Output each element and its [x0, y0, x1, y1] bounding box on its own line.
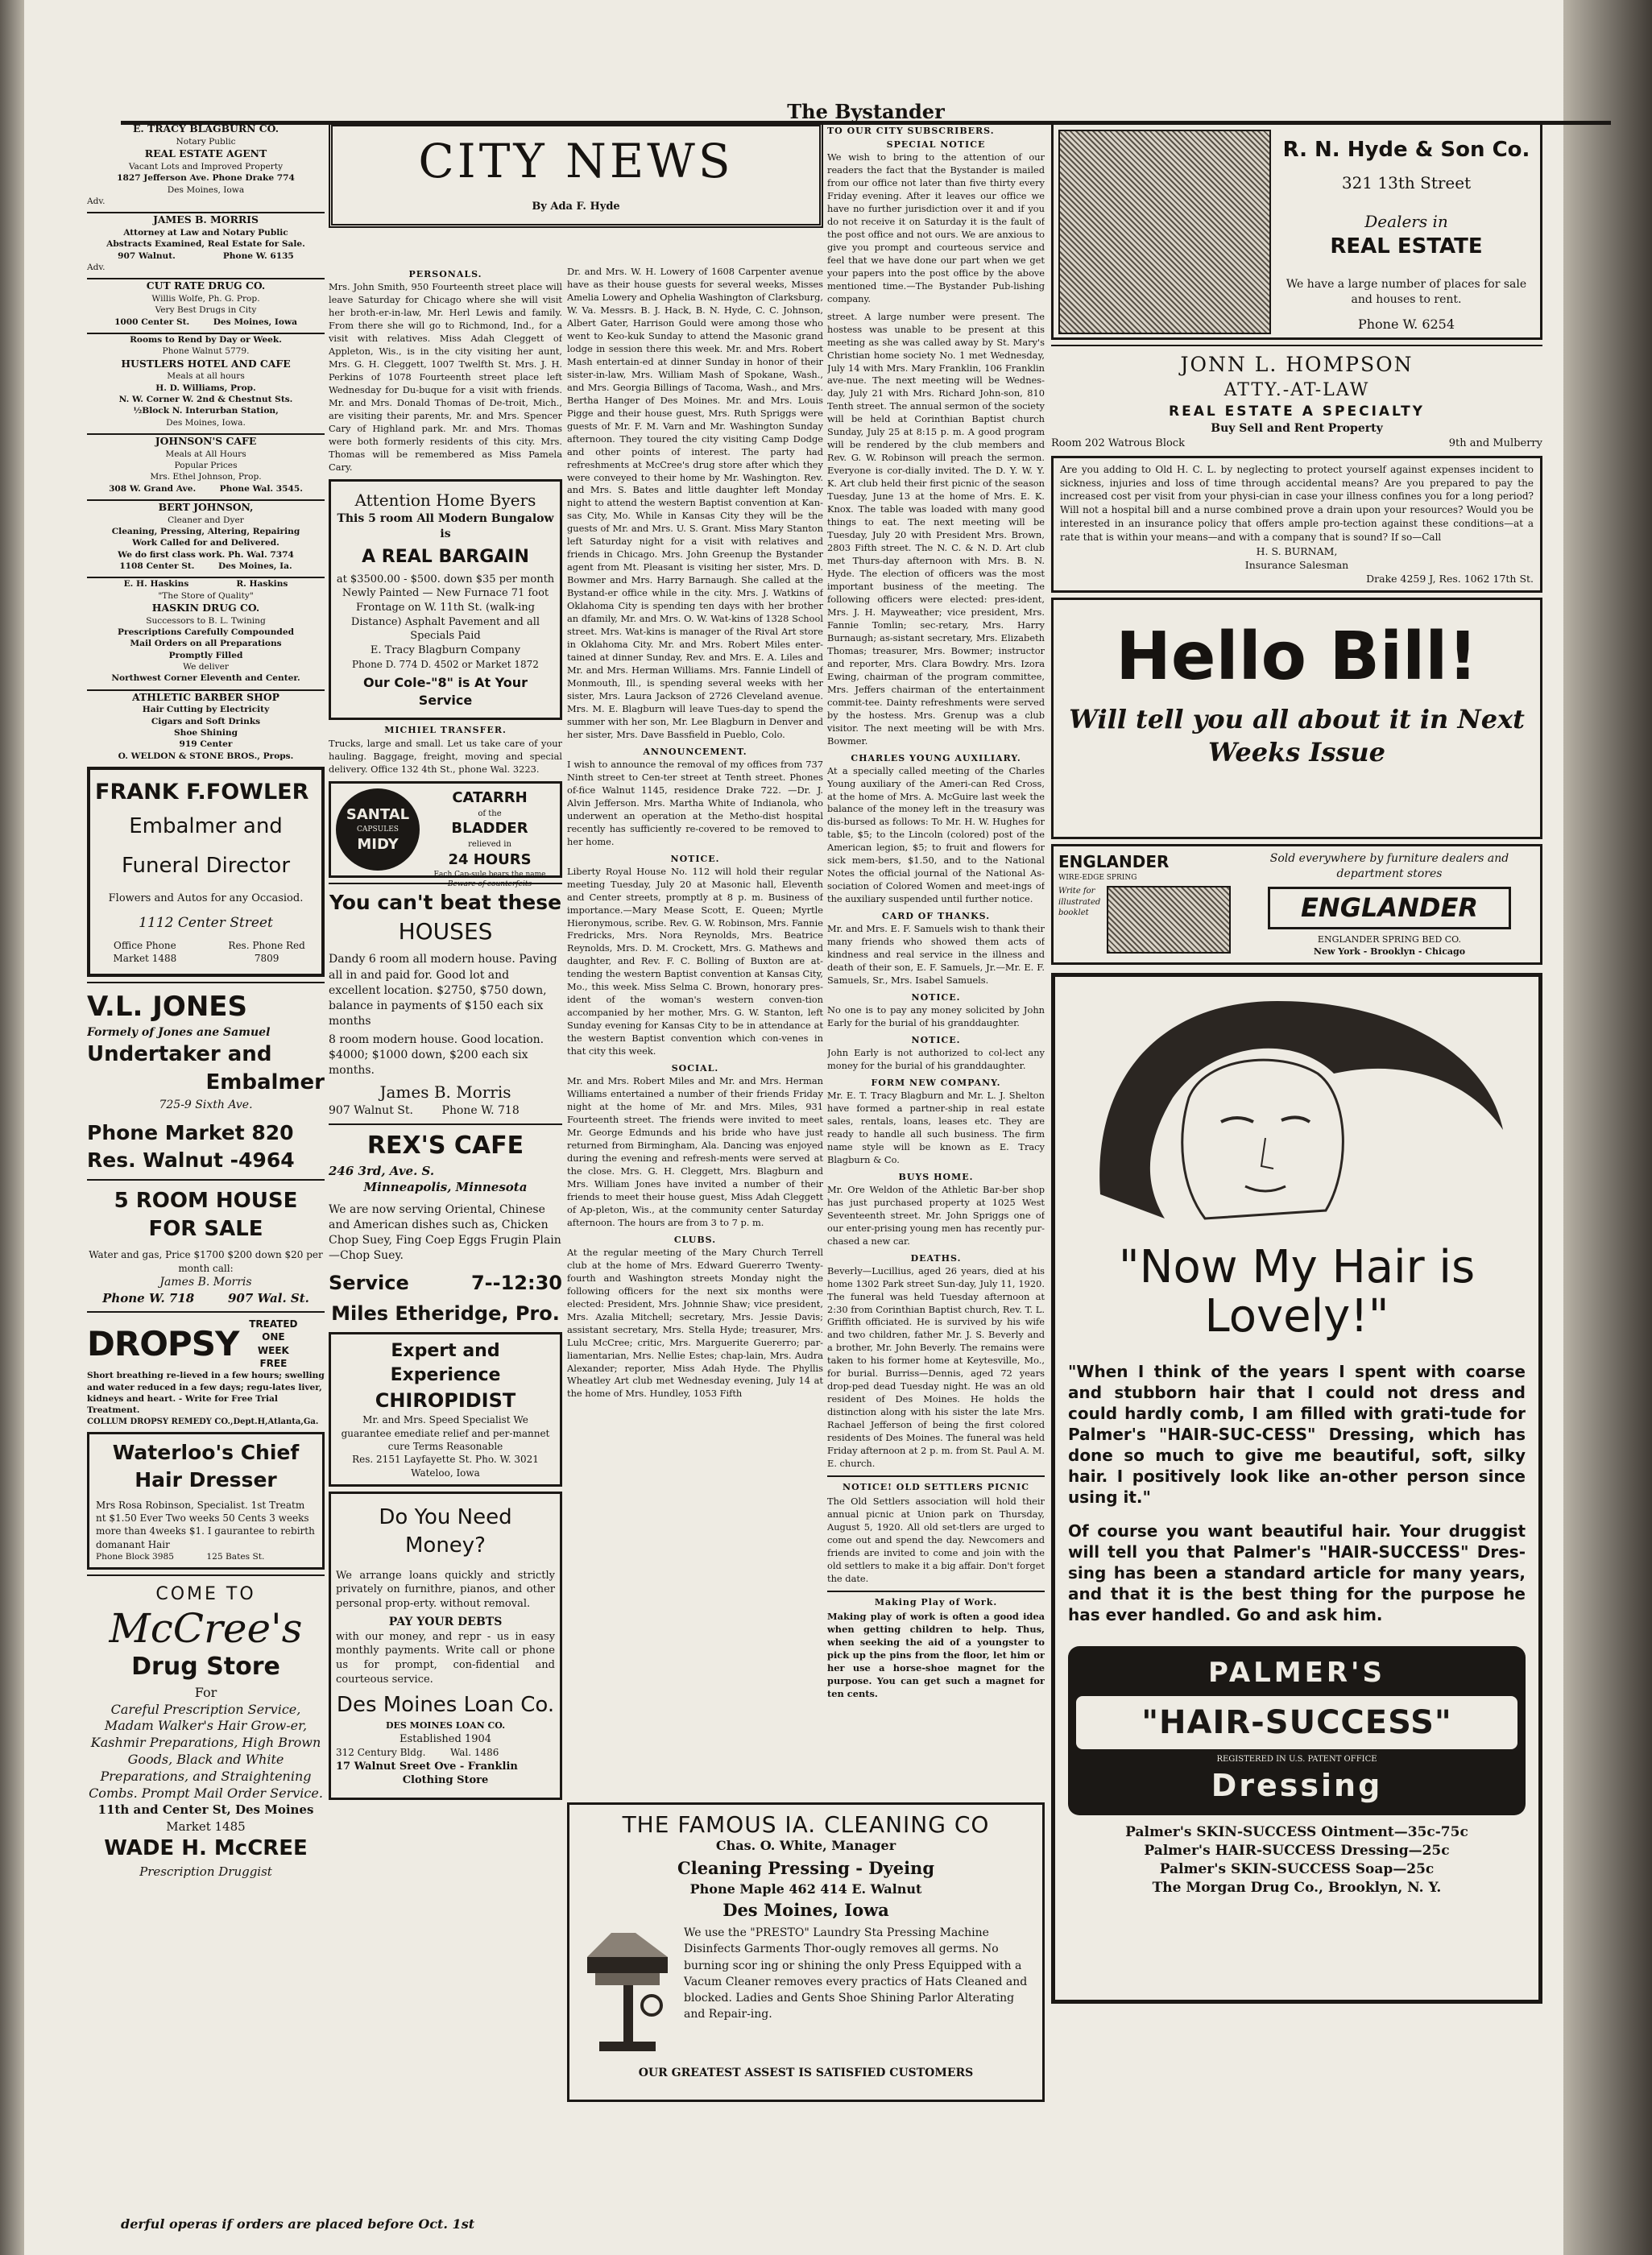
ad-title: Attention Home Byers	[354, 490, 536, 510]
ad-line: Mail Orders on all Preparations	[130, 639, 282, 649]
ad-line: Each Cap-sule bears the name	[433, 870, 546, 879]
ad-line: A REAL BARGAIN	[362, 546, 529, 567]
ad-line: Dressing	[1211, 1767, 1383, 1803]
hyde-text	[1271, 130, 1535, 333]
ad-title: DROPSY	[87, 1324, 239, 1364]
section-heading: ANNOUNCEMENT.	[643, 746, 747, 757]
ad-text: 8 room modern house. Good location. $4000; $1000 down, $200 each six months.	[329, 1032, 544, 1077]
ad-address: 17 Walnut Sreet Ove - Franklin	[336, 1760, 518, 1773]
ad-line: We deliver	[183, 661, 229, 672]
cut-rate-drug-ad	[87, 278, 325, 328]
ad-line: Mrs. Ethel Johnson, Prop.	[150, 472, 262, 482]
news-text: Making play of work is often a good idea when getting children to help. Thus, when seeking the aid of a youngster to pick up the pins from the floor, let him or her use a horse-shoe magnet for the purpose. You can get such a magnet for ten cents.	[827, 1610, 1045, 1699]
ad-text: Of course you want beautiful hair. Your druggist will tell you that Palmer's "HAIR-SUCCESS" Dres-sing has been a standard article for many years, and that it is the best thing for the purpose he has ever handled. Go and ask him.	[1068, 1521, 1526, 1624]
section-heading: Making Play of Work.	[874, 1596, 998, 1607]
news-text: No one is to pay any money solicited by John Early for the burial of his granddaughter.	[827, 1004, 1045, 1029]
ad-text: Mrs Rosa Robinson, Specialist. 1st Treatm nt $1.50 Ever Two weeks 50 Cents 3 weeks more than 4weeks $1. I gaurantee to rebirth domanant Hair	[96, 1500, 315, 1550]
ad-line: Meals at all hours	[167, 371, 245, 382]
ad-line: For	[194, 1684, 217, 1700]
ad-title: 5 ROOM HOUSE FOR SALE	[114, 1188, 298, 1241]
englander-logo: ENGLANDER	[1268, 887, 1511, 930]
news-text: At the regular meeting of the Mary Church Terrell club at the home of Mrs. Edward Guererro Twenty-fourth and Washington streets Monday night the following officers for the next six months were elected: President, Mrs. Johnnie Shaw; vice president, Mrs. Azalia Mitchell; secretary, Mrs. Jessie Davis; assistant secretary, Mrs. Stella Hyde; treasurer, Mrs. Lulu McCree; critic, Mrs. Marguerite Guererro; par-liamentarian, Mrs. Nellie Estes; chap-lain, Mrs. Audra Alexander; reporter, Miss Adah Hyde. The Phyllis Wheatley Art club met Wednesday evening, July 14 at the home of Mrs. Hundley, 1053 Fifth	[567, 1246, 823, 1400]
ad-line: 919 Center	[179, 739, 233, 750]
city-news-header	[329, 122, 823, 233]
ad-line: WIRE-EDGE SPRING	[1058, 873, 1137, 882]
news-text: I wish to announce the removal of my offices from 737 Ninth street to Cen-ter street at Tenth street. Phones of-fice Walnut 1145, residence Drake 722. —Dr. J. Alvin Jefferson. Mrs. Martha White of Indianola, who underwent an operation at the Metho-dist hospital recently has sufficiently re-covered to be removed to her home.	[567, 758, 823, 847]
ad-line: Meals at All Hours	[165, 449, 246, 459]
news-text: At a specially called meeting of the Charles Young auxiliary of the Ameri-can Red Cross, at the home of Mrs. A. McGuire last week the balance of the money left in the treasury was dis-bursed as follows: To Mr. H. W. Hughes for table, $5; to the Lincoln (colored) post of the American legion, $5; to fruit and flowers for sick mem-bers, $1.50, and to the National Notes the official journal of the National As-sociation of Colored Women and meet-ings of the auxiliary suspended until further notice.	[827, 764, 1045, 905]
ad-title: You can't beat these	[329, 891, 562, 915]
ad-line: REAL ESTATE A SPECIALTY	[1169, 403, 1425, 420]
ad-city: Minneapolis, Minnesota	[363, 1180, 528, 1195]
section-heading: CARD OF THANKS.	[881, 911, 991, 922]
ad-title: MICHIEL TRANSFER.	[384, 724, 507, 735]
woman-portrait	[1068, 985, 1526, 1227]
ad-product: "HAIR-SUCCESS"	[1076, 1696, 1517, 1749]
johnsons-cafe-ad	[87, 433, 325, 494]
ad-line: "The Store of Quality"	[158, 590, 254, 601]
ad-line: Beware of counterfeits	[447, 880, 532, 889]
englander-right	[1244, 851, 1535, 958]
ad-line: Northwest Corner Eleventh and Center.	[111, 673, 300, 684]
ad-phone: Res. Walnut -4964	[87, 1148, 295, 1172]
section-heading: NOTICE.	[670, 853, 720, 864]
news-text: The Old Settlers association will hold their annual picnic at Union park on Thursday, August 5, 1920. All old set-tlers are urged to come out and spend the day. Newcomers and friends are invited to come and join with the old settlers to make it a big affair. Don't forget the date.	[827, 1496, 1045, 1584]
ad-line: Formely of Jones ane Samuel	[87, 1025, 271, 1039]
ad-line: N. W. Corner W. 2nd & Chestnut Sts.	[118, 395, 293, 405]
ad-line: Hair Cutting by Electricity	[142, 705, 270, 715]
ad-title: R. N. Hyde & Son Co.	[1282, 138, 1530, 162]
ad-text: Short breathing re-lieved in a few hours; swelling and water reduced in a few days; regu-lates liver, kidneys and heart. - Write for Free Trial Treatment.	[87, 1371, 325, 1416]
ad-line: Established 1904	[399, 1732, 492, 1745]
palmer-hair-ad	[1051, 973, 1542, 2004]
ad-line: 1000 Center St. Des Moines, Iowa	[114, 317, 297, 327]
ad-price-line: Palmer's HAIR-SUCCESS Dressing—25c	[1144, 1842, 1450, 1859]
ad-line: of the	[478, 809, 502, 818]
ad-line: REAL ESTATE AGENT	[144, 147, 267, 160]
ad-line: Cigars and Soft Drinks	[151, 716, 261, 726]
waterloo-hair-ad	[87, 1432, 325, 1570]
picnic-notice	[827, 1475, 1045, 1586]
ad-address: 907 Walnut St. Phone W. 718	[329, 1103, 520, 1117]
house-for-sale-ad	[87, 1179, 325, 1307]
scan-edge-right	[1563, 0, 1652, 2255]
ad-line: We do first class work. Ph. Wal. 7374	[118, 549, 294, 560]
ad-text: We arrange loans quickly and strictly privately on furnithre, pianos, and other personal prop-erty. without removal.	[336, 1569, 555, 1610]
thompson-ad	[1051, 345, 1542, 451]
ad-text: Sold everywhere by furniture dealers and department stores	[1269, 851, 1509, 880]
ad-line: Flowers and Autos for any Occasiod.	[108, 892, 304, 905]
ad-line: Phone Walnut 5779.	[162, 346, 250, 357]
jones-ad	[87, 982, 325, 1174]
ad-brand: SANTAL	[346, 805, 410, 823]
pressing-machine-icon	[579, 1925, 676, 2062]
cleaning-co-ad	[567, 1802, 1045, 2102]
morris-ad	[87, 212, 325, 273]
ad-title: Hello Bill!	[1116, 618, 1478, 695]
ad-text: Water and gas, Price $1700 $200 down $20 per month call:	[89, 1249, 323, 1274]
ad-line: Prescriptions Carefully Compounded	[118, 627, 294, 638]
ad-text: Mr. and Mrs. Speed Specialist We guarantee emediate relief and per-mannet cure Terms Reasonable	[341, 1414, 550, 1452]
ad-text: Trucks, large and small. Let us take care of your hauling. Baggage, freight, moving and special delivery. Office 132 4th St., phone Wal. 3223.	[329, 738, 562, 776]
ad-line: 308 W. Grand Ave. Phone Wal. 3545.	[109, 483, 303, 494]
ad-line: DES MOINES LOAN CO.	[385, 1719, 506, 1731]
ad-line: E. H. Haskins R. Haskins	[123, 579, 288, 590]
ad-title: McCree's	[109, 1605, 303, 1653]
ad-line: Cleaner and Dyer	[168, 515, 244, 525]
ad-line: Adv.	[87, 262, 106, 272]
ad-address: 246 3rd, Ave. S.	[329, 1163, 435, 1178]
ad-line: Shoe Shining	[173, 728, 238, 739]
ad-address: 321 13th Street	[1341, 173, 1472, 193]
ad-quote: "When I think of the years I spent with coarse and stubborn hair that I could not dress and could hardly comb, I am filled with grati-tude for Palmer's "HAIR-SUC-CESS" Dressing, which has done so much to give me beautiful, soft, silky hair. I positively look like an-other person since using it."	[1068, 1361, 1526, 1507]
column-2	[329, 266, 562, 2199]
rexs-cafe-ad	[329, 1123, 562, 1327]
ad-text: We have a large number of places for sale and houses to rent.	[1286, 278, 1527, 307]
ad-line: BERT JOHNSON,	[158, 500, 254, 513]
ad-city: Wateloo, Iowa	[411, 1467, 480, 1479]
ad-line: JOHNSON'S CAFE	[155, 434, 257, 447]
ad-line: H. D. Williams, Prop.	[155, 383, 256, 393]
ad-line: Chas. O. White, Manager	[715, 1838, 896, 1853]
chiropodist-ad	[329, 1332, 562, 1487]
ad-address: 725-9 Sixth Ave.	[159, 1098, 253, 1111]
bed-spring-icon	[1107, 886, 1231, 954]
section-heading: NOTICE! OLD SETTLERS PICNIC	[843, 1482, 1029, 1493]
dropsy-ad	[87, 1311, 325, 1427]
photo-illustration	[1058, 130, 1271, 334]
ad-phone: Drake 4259 J, Res. 1062 17th St.	[1366, 572, 1534, 585]
ad-line: REAL ESTATE	[1330, 234, 1483, 259]
mccree-drug-ad	[87, 1574, 325, 1880]
ad-text: We are now serving Oriental, Chinese and American dishes such as, Chicken Chop Suey, Fing Coep Eggs Frugin Plain—Chop Suey.	[329, 1202, 561, 1262]
ad-text: Are you adding to Old H. C. L. by neglecting to protect yourself against expenses incident to sickness, injuries and loss of time through accidental means? Are you prepared to pay the increased cost per visit from your physi-cian in case your illness confines you for a long period? Will not a hospital bill and a nurse combined prove a drain upon your resources? Would you be interested in an insurance policy that offers ample pro-tection against these conditions—at a rate that is within your means—and with a company that is sound? If so—Call	[1060, 463, 1534, 543]
englander-illustration	[1058, 886, 1244, 954]
ad-phone: Phone Block 3985 125 Bates St.	[96, 1551, 265, 1562]
ad-line: 907 Walnut. Phone W. 6135	[118, 250, 294, 261]
ad-name: H. S. BURNAM,	[1256, 544, 1338, 557]
ad-line: CAPSULES	[357, 825, 399, 834]
ad-company: ENGLANDER SPRING BED CO.	[1317, 934, 1462, 945]
palmer-logo	[1068, 1646, 1526, 1815]
thompson-address-row	[1051, 437, 1542, 451]
byline: By Ada F. Hyde	[532, 201, 620, 213]
ad-line: Adv.	[87, 196, 106, 206]
section-heading: SOCIAL.	[671, 1063, 719, 1074]
ad-line: Work Called for and Delivered.	[132, 538, 279, 548]
ad-name: James B. Morris	[379, 1082, 511, 1102]
ad-line: Embalmer	[205, 1070, 325, 1095]
ad-address: 11th and Center St, Des Moines	[97, 1802, 314, 1818]
bottom-strip: derful operas if orders are placed before Oct. 1st	[121, 2216, 475, 2232]
ad-line: Embalmer and	[129, 813, 283, 838]
section-heading: CLUBS.	[673, 1234, 717, 1245]
ad-line: Drug Store	[131, 1653, 280, 1682]
ad-line: Funeral Director	[121, 853, 291, 878]
ad-phone: Phone Market 820	[87, 1120, 294, 1144]
ad-title: Do You Need Money?	[379, 1504, 512, 1558]
hello-bill-ad	[1051, 598, 1542, 839]
ad-line: Insurance Salesman	[1244, 558, 1349, 571]
ad-line: COME TO	[155, 1584, 256, 1605]
haskin-drug-ad	[87, 577, 325, 684]
ad-line: ATHLETIC BARBER SHOP	[132, 690, 279, 703]
ad-badge: TREATED ONE WEEK FREE	[249, 1318, 298, 1370]
service-row	[329, 1270, 562, 1297]
insurance-ad	[1051, 456, 1542, 593]
ad-brand: PALMER'S	[1208, 1656, 1385, 1689]
ad-text: at $3500.00 - $500. down $35 per month Newly Painted — New Furnace 71 foot Frontage on W. 11th St. (walk-ing Distance) Asphalt Pavement and all Specials Paid	[336, 573, 555, 643]
ad-line: HASKIN DRUG CO.	[151, 601, 260, 614]
ad-title: Waterloo's Chief Hair Dresser	[112, 1441, 300, 1492]
ad-line: Rooms to Rend by Day or Week.	[130, 335, 282, 345]
ad-phone: Phone W. 6254	[1357, 317, 1455, 333]
news-text: Mr. and Mrs. Robert Miles and Mr. and Mrs. Herman Williams entertained a number of their friends Friday night at the home of Mr. and Mrs. Miles, 931 Fourteenth street. The friends were invited to meet Mr. George Edmunds and his bride who have just returned from Birmingham, Ala. Dancing was enjoyed during the evening and refresh-ments were served at the close. Mrs. G. H. Cleggett, Mrs. Blagburn and Mrs. William Jones have invited a number of their friends to meet their house guest, Miss Adah Cleggett of Ap-pleton, Wis., at the community center Saturday afternoon. The hours are from 3 to 7 p. m.	[567, 1075, 823, 1228]
ad-line: Prescription Druggist	[139, 1864, 272, 1879]
hustlers-hotel-ad	[87, 333, 325, 428]
hyde-real-estate-ad	[1051, 122, 1542, 340]
personals-text: Mrs. John Smith, 950 Fourteenth street place will leave Saturday for Chicago where she will visit her broth-er-in-law, Mr. Herl Lewis and family. From there she will go to Richmond, Ind., for a visit with relatives. Miss Adah Cleggett of Appleton, Wis., is in the city visiting her aunt, Mrs. G. H. Cleggett, 1007 Twelfth St. Mrs. J. H. Perkins of 1078 Fourteenth street place left Wednesday for Du-buque for a visit with friends. Mr. and Mrs. Donald Thomas of De-troit, Mich., are visiting their parents, Mr. and Mrs. Spencer Cary of Highland park. Mr. and Mrs. Thomas were both formerly residents of this city. Mrs. Thomas will be remembered as Miss Pamela Cary.	[329, 281, 562, 473]
section-heading: SPECIAL NOTICE	[886, 139, 986, 150]
ad-line: ½Block N. Interurban Station,	[133, 406, 279, 416]
ad-line: relieved in	[468, 839, 511, 849]
phone-row	[95, 939, 317, 966]
ad-line: This 5 room All Modern Bungalow is	[337, 511, 554, 540]
dropsy-head	[87, 1318, 325, 1370]
ad-company: Des Moines Loan Co.	[336, 1693, 555, 1718]
ad-line: REGISTERED IN U.S. PATENT OFFICE	[1216, 1755, 1377, 1765]
ad-line: Dealers in	[1364, 211, 1448, 231]
ad-name: James B. Morris	[159, 1275, 252, 1289]
news-text: Mr. and Mrs. E. F. Samuels wish to thank their many friends who showed them acts of kindness and real service in the illness and death of their son, E. F. Samuels, Jr.—Mr. E. F. Samuels, Sr., Mrs. Isabel Samuels.	[827, 923, 1045, 987]
ad-text: We use the "PRESTO" Laundry Sta Pressing Machine Disinfects Garments Thor-ougly removes all germs. No burning scor ing or shining the only Press Equipped with a Vacum Cleaner removes every practics of Hats Cleaned and blocked. Ladies and Gents Shoe Shining Parlor Alterating and Repair-ing.	[684, 1926, 1028, 2021]
ad-brand: MIDY	[357, 835, 399, 853]
ad-line: 24 HOURS	[448, 850, 532, 868]
ad-line: Promptly Filled	[168, 650, 243, 660]
athletic-barber-ad	[87, 689, 325, 762]
ad-line: Write for illustrated booklet	[1058, 886, 1101, 918]
ad-company: The Morgan Drug Co., Brooklyn, N. Y.	[1152, 1879, 1442, 1896]
ad-address: 1112 Center Street	[139, 914, 273, 931]
scan-edge-left	[0, 0, 24, 2255]
ad-company: E. Tracy Blagburn Company	[370, 644, 521, 657]
ad-hours: 7--12:30	[470, 1271, 562, 1294]
news-text: John Early is not authorized to col-lect any money for the burial of his granddaughter.	[827, 1047, 1045, 1071]
ad-line: Vacant Lots and Improved Property	[128, 162, 284, 172]
ad-line: Cleaning, Pressing, Altering, Repairing	[111, 527, 300, 537]
ad-line: 1827 Jefferson Ave. Phone Drake 774	[117, 173, 295, 184]
ad-city: Des Moines, Iowa	[722, 1900, 889, 1920]
section-heading: DEATHS.	[910, 1252, 962, 1264]
michiel-transfer-ad	[329, 725, 562, 777]
ad-phone: Phone D. 774 D. 4502 or Market 1872	[352, 658, 539, 670]
ad-phone: Phone Maple 462 414 E. Walnut	[689, 1881, 922, 1897]
ad-line: Clothing Store	[402, 1774, 489, 1787]
ad-phone: Phone W. 718 907 Wal. St.	[102, 1290, 309, 1305]
column-1	[87, 122, 325, 2200]
city-news-box	[329, 122, 823, 228]
bert-johnson-ad	[87, 499, 325, 572]
section-heading: BUYS HOME.	[898, 1171, 974, 1182]
news-text: Mr. Ore Weldon of the Athletic Bar-ber shop has just purchased property at 1025 West Seventeenth street. Mr. John Spriggs one of our enter-prising young men has recently pur-chased a new car.	[827, 1183, 1045, 1247]
cleaning-body	[579, 1925, 1033, 2062]
ad-line: ATTY.-AT-LAW	[1223, 380, 1370, 400]
ad-text: Dandy 6 room all modern house. Paving all in and paid for. Good lot and excellent location. $2750, $750 down, balance in payments of $150 each six months	[329, 953, 557, 1028]
ad-line: Abstracts Examined, Real Estate for Sale.	[106, 239, 305, 250]
ad-title: Expert and Experience	[390, 1340, 501, 1385]
ad-line: Notary Public	[176, 136, 236, 147]
news-text: We wish to bring to the attention of our readers the fact that the Bystander is mailed from our office not later than five thirty every Friday evening. After it leaves our office we have no further jurisdiction over it and if you do not receive it on Saturday it is the fault of the post office and not ours. We are anxious to give you prompt and courteous service and feel that we have done our part when we get your papers into the post office by the above mentioned time.—The Bystander Pub-lishing company.	[827, 151, 1045, 304]
ad-line: Successors to B. L. Twining	[146, 615, 266, 626]
section-heading: NOTICE.	[911, 992, 961, 1003]
capsule-icon	[336, 788, 420, 871]
city-news-title: CITY NEWS	[418, 134, 734, 188]
masthead: The Bystander	[121, 100, 1611, 125]
ad-line: Buy Sell and Rent Property	[1211, 422, 1383, 436]
section-heading: FORM NEW COMPANY.	[871, 1077, 1001, 1088]
fowler-ad	[87, 767, 325, 977]
ad-line: CATARRH	[452, 789, 528, 807]
ad-price-line: Palmer's SKIN-SUCCESS Ointment—35c-75c	[1125, 1823, 1468, 1840]
play-of-work	[827, 1591, 1045, 1701]
ad-line: Des Moines, Iowa.	[166, 417, 246, 428]
column-4	[827, 122, 1045, 1798]
ad-title: V.L. JONES	[87, 990, 247, 1023]
ad-line: Willis Wolfe, Ph. G. Prop.	[151, 294, 260, 304]
ad-line: New York - Brooklyn - Chicago	[1313, 946, 1466, 958]
ad-title: THE FAMOUS IA. CLEANING CO	[622, 1811, 990, 1838]
office-phone: Office Phone Market 1488	[113, 940, 177, 965]
ad-line: 1108 Center St. Des Moines, Ia.	[119, 561, 292, 572]
ad-line: JAMES B. MORRIS	[153, 213, 259, 226]
news-text: street. A large number were present. The hostess was unable to be present at this meeting as she was called away by St. Mary's Christian home society No. 1 met Wednesday, July 14 with Mrs. Mary Franklin, 106 Franklin ave-nue. The next meeting will be Wednes-day, July 21 with Mrs. Richard John-son, 810 Tenth street. The annual sermon of the society will be held at Corinthian Baptist church Sunday, July 25 at 8:15 p. m. A good program will be rendered by the club members and Rev. G. W. Robinson will preach the sermon. Everyone is cor-dially invited. The D. Y. W. Y. K. Art club held their first picnic of the season Tuesday, June 13 at the home of Mrs. E. K. Knox. The table was loaded with many good things to eat. The next meeting will be Tuesday, July 20 with President Mrs. Brown, 2803 Fifth street. The N. C. & N. D. Art club met Thurs-day afternoon with Mrs. B. N. Hyde. The election of officers was the most important business of the meeting. The following officers were elected: pres-ident, Mrs. J. H. Mayweather; vice president, Mrs. Fannie Tomlin; sec-retary, Mrs. Harry Burnaugh; as-sistant secretary, Mrs. Elizabeth Thomas; treasurer, Mrs. Bowmer; instructor and reporter, Mrs. Clara Bowdry. Mrs. Izora Ewing, chairman of the program committee, Mrs. Jeffers chairman of the entertainment commit-tee. Dainty refreshments were served by the hostess. Mrs. Grenup was a club visitor. The next meeting will be with Mrs. Bowmer.	[827, 310, 1045, 747]
ad-text: Will tell you all about it in Next Weeks Issue	[1069, 703, 1525, 768]
ad-line: Service	[329, 1271, 409, 1294]
section-heading: CHARLES YOUNG AUXILIARY.	[851, 752, 1021, 763]
ad-price-line: Palmer's SKIN-SUCCESS Soap—25c	[1159, 1860, 1435, 1877]
ad-line: HUSTLERS HOTEL AND CAFE	[121, 357, 291, 370]
ad-address: Res. 2151 Layfayette St. Pho. W. 3021	[352, 1454, 539, 1466]
englander-ad	[1051, 844, 1542, 965]
ad-line: Des Moines, Iowa	[167, 184, 245, 195]
ad-text: with our money, and repr - us in easy monthly payments. Write call or phone us for prompt, con-fidential and courteous service.	[336, 1630, 555, 1686]
santal-ad	[329, 781, 562, 889]
news-text: Dr. and Mrs. W. H. Lowery of 1608 Carpenter avenue have as their house guests for several weeks, Misses Amelia Lowery and Ophelia Washington of Clarksburg, W. Va. Messrs. B. J. Hack, B. N. Hyde, C. C. Johnson, Albert Gater, Harrison Gould were among those who went to Keo-kuk Sunday to attend the Masonic grand lodge in session there this week. Mr. and Mrs. Robert Mash entertain-ed at dinner Sunday in honor of their sister-in-law, Mrs. William Mash of Spokane, Wash., and Mrs. Georgia Billings of Tacoma, Wash., and Mrs. Bertha Hanger of Des Moines. Mr. and Mrs. Louis Pigge and their house guest, Mrs. Ruth Spriggs were guests of Mr. F. M. Varn and Mr. Washington Sunday afternoon. They toured the city visiting Camp Dodge and other points of interest. The party had refreshments at McCree's drug store after which they were conveyed to their home by Mr. Washington. Rev. and Mrs. S. Bates and little daughter left Monday night to attend the western Baptist convention at Kan-sas City, Mo. While in Kansas City they will be the guests of Mr. and Mrs. U. S. Grant. Miss Mary Stanton left Saturday night for a visit with relatives and friends in Chicago. Mrs. John Greenup the Bystander agent from Mt. Pleasant is visiting her sister, Mrs. D. Bowmer and Mrs. Harry Barnaugh. She called at the Bystand-er office while in the city. Mrs. J. Watkins of Oklahoma City is spending ten days with her brother an dfamily, Mr. and Mrs. O. W. Wat-kins of 1328 School street. Mrs. Wat-kins is manager of the Rival Art store in Oklahoma City. Mr. and Mrs. Robert Miles enter-tained at dinner Sunday, Rev. and Mrs. E. A. Liles and Mr. and Mrs. Herman Williams. Mrs. Fannie Lindell of Monmouth, Ill., is spending several weeks with her sister, Mrs. Laura Jackson of 2726 Cleveland avenue. Mrs. M. E. Blagburn will leave Tues-day to spend the summer with her son, Mr. Lee Blagburn in Denver and her sister, Mrs. Dave Bassfield in Pueblo, Colo.	[567, 266, 823, 740]
ad-address: 9th and Mulberry	[1448, 437, 1542, 450]
ad-line: CUT RATE DRUG CO.	[146, 279, 266, 292]
section-heading: NOTICE.	[911, 1035, 961, 1045]
ad-owner: WADE H. McCREE	[104, 1836, 308, 1861]
section-heading: PERSONALS.	[408, 269, 482, 279]
ad-brand: ENGLANDER	[1058, 851, 1170, 871]
bargain-ad	[329, 479, 562, 720]
ad-title: REX'S CAFE	[366, 1131, 524, 1160]
ad-text: Careful Prescription Service, Madam Walker's Hair Grow-er, Kashmir Preparations, High Brown Goods, Black and White Preparations, and Straightening Combs. Prompt Mail Order Service.	[89, 1701, 323, 1801]
ad-headline: "Now My Hair is Lovely!"	[1118, 1240, 1476, 1343]
ad-line: Undertaker and	[87, 1041, 272, 1066]
ad-line: CHIROPIDIST	[375, 1388, 516, 1412]
news-text: Beverly—Lucillius, aged 26 years, died at his home 1302 Park street Sun-day, July 11, 1920. The funeral was held Tuesday afternoon at 2:30 from Corinthian Baptist church, Rev. T. L. Griffith officiated. He is survived by his wife and two children, father Mr. J. S. Beverly and a brother, Mr. John Beverly. The remains were taken to his former home at Keytesville, Mo., for burial. Burriss—Dennis, aged 72 years drop-ped dead Tuesday night. He was an old resident of Des Moines. He holds the distinction along with his sister the late Mrs. Rachael Jefferson of being the first colored residents of Des Moines. The funeral was held Friday afternoon at 2 p. m. from St. Paul A. M. E. church.	[827, 1264, 1045, 1470]
ad-title: FRANK F.FOWLER	[95, 779, 309, 805]
ad-motto: OUR GREATEST ASSEST IS SATISFIED CUSTOMERS	[638, 2067, 974, 2079]
news-text: Mr. E. T. Tracy Blagburn and Mr. L. J. Shelton have formed a partner-ship in real estate sales, rentals, loans, leases etc. They are ready to handle all such business. The firm name style will be known as E. Tracy Blagburn & Co.	[827, 1089, 1045, 1165]
ad-owner: Miles Etheridge, Pro.	[331, 1302, 560, 1326]
news-text: Liberty Royal House No. 112 will hold their regular meeting Tuesday, July 20 at Masonic hall, Eleventh and Center streets, promptly at 8 p. m. Business of importance.—Mary Mease Scott, E. Queen; Myrtle Hieronymous, scribe. Rev. G. W. Robinson, Mrs. Fannie Fredricks, Mrs. Nora Reynolds, Mrs. Beatrice Reynolds, Mrs. D. M. Crockett, Mrs. G. Mathews and daughter, and Rev. F. C. Bolling of Buxton are at-tending the western Baptist convention at Kansas City, Mo., this week. Miss Selma C. Brown, honorary pres-ident of the woman's western conven-tion accompanied by her mother, Mrs. G. W. Stanton, left Sunday evening for Kansas City to be in attendance at the western Baptist convention which con-venes in that city this week.	[567, 865, 823, 1057]
blagburn-ad	[87, 122, 325, 207]
ad-phone: Market 1485	[166, 1818, 246, 1834]
res-phone: Res. Phone Red 7809	[228, 940, 305, 965]
santal-text	[424, 788, 555, 889]
ad-address: 312 Century Bldg. Wal. 1486	[336, 1747, 499, 1759]
ad-line: Popular Prices	[174, 461, 238, 471]
ad-address: Room 202 Watrous Block	[1051, 437, 1185, 450]
ad-line: Attorney at Law and Notary Public	[123, 228, 288, 238]
column-5	[1051, 122, 1542, 2200]
houses-ad	[329, 883, 562, 1119]
loan-ad	[329, 1492, 562, 1800]
englander-left	[1058, 851, 1244, 958]
ad-line: O. WELDON & STONE BROS., Props.	[118, 751, 294, 761]
ad-line: Cleaning Pressing - Dyeing	[677, 1858, 934, 1878]
section-heading: TO OUR CITY SUBSCRIBERS.	[827, 126, 995, 136]
ad-title: JONN L. HOMPSON	[1180, 353, 1414, 376]
ad-line: BLADDER	[451, 820, 528, 838]
ad-company: COLLUM DROPSY REMEDY CO.,Dept.H,Atlanta,Ga.	[87, 1417, 319, 1426]
ad-line: PAY YOUR DEBTS	[388, 1615, 503, 1628]
ad-motto: Our Cole-"8" is At Your Service	[362, 675, 528, 708]
ad-line: Very Best Drugs in City	[155, 305, 257, 316]
ad-line: HOUSES	[398, 918, 493, 945]
ad-line: E. TRACY BLAGBURN CO.	[132, 122, 279, 134]
